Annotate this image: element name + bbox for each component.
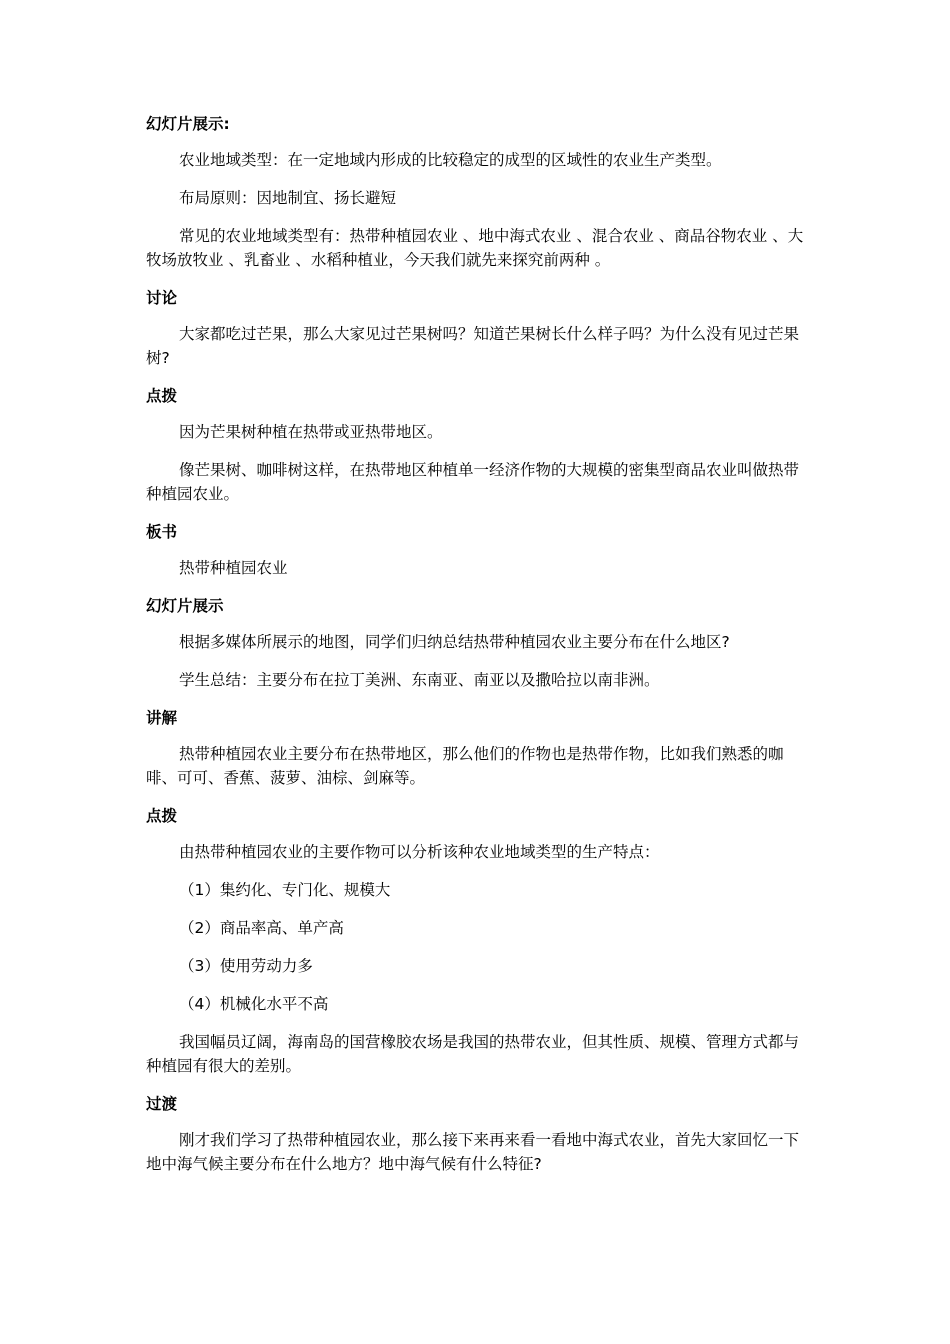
section-heading-guidance: 点拨 bbox=[146, 387, 178, 405]
list-item: （1）集约化、专门化、规模大 bbox=[179, 881, 391, 899]
paragraph-hainan: 我国幅员辽阔，海南岛的国营橡胶农场是我国的热带农业，但其性质、规模、管理方式都与种植园有很大的差别。 bbox=[146, 1033, 800, 1075]
paragraph-board-text: 热带种植园农业 bbox=[179, 559, 288, 577]
paragraph-map-question: 根据多媒体所展示的地图，同学们归纳总结热带种植园农业主要分布在什么地区? bbox=[179, 633, 730, 651]
paragraph-tropical-crops: 热带种植园农业主要分布在热带地区，那么他们的作物也是热带作物，比如我们熟悉的咖啡、可可、香蕉、菠萝、油棕、剑麻等。 bbox=[146, 745, 784, 787]
paragraph-layout-principle: 布局原则：因地制宜、扬长避短 bbox=[179, 189, 397, 207]
paragraph-common-types: 常见的农业地域类型有：热带种植园农业 、地中海式农业 、混合农业 、商品谷物农业 、大牧场放牧业 、乳畜业 、水稻种植业，今天我们就先来探究前两种 。 bbox=[146, 227, 804, 269]
section-heading-explanation: 讲解 bbox=[146, 709, 178, 727]
section-heading-board: 板书 bbox=[146, 523, 178, 541]
document-page bbox=[146, 112, 806, 1190]
list-item: （4）机械化水平不高 bbox=[179, 995, 329, 1013]
paragraph-features-intro: 由热带种植园农业的主要作物可以分析该种农业地域类型的生产特点： bbox=[179, 843, 660, 861]
section-heading-slides: 幻灯片展示: bbox=[146, 115, 230, 133]
list-item: （3）使用劳动力多 bbox=[179, 957, 313, 975]
section-heading-transition: 过渡 bbox=[146, 1095, 178, 1113]
list-item: （2）商品率高、单产高 bbox=[179, 919, 344, 937]
paragraph-definition: 农业地域类型：在一定地域内形成的比较稳定的成型的区域性的农业生产类型。 bbox=[179, 151, 722, 169]
paragraph-mango-question: 大家都吃过芒果，那么大家见过芒果树吗？知道芒果树长什么样子吗？为什么没有见过芒果树? bbox=[146, 325, 800, 367]
paragraph-mediterranean: 刚才我们学习了热带种植园农业，那么接下来再来看一看地中海式农业，首先大家回忆一下地中海气候主要分布在什么地方？地中海气候有什么特征? bbox=[146, 1131, 800, 1173]
paragraph-plantation-definition: 像芒果树、咖啡树这样，在热带地区种植单一经济作物的大规模的密集型商品农业叫做热带种植园农业。 bbox=[146, 461, 800, 503]
section-heading-slides-2: 幻灯片展示 bbox=[146, 597, 224, 615]
paragraph-mango-answer: 因为芒果树种植在热带或亚热带地区。 bbox=[179, 423, 443, 441]
section-heading-discussion: 讨论 bbox=[146, 289, 178, 307]
paragraph-student-summary: 学生总结：主要分布在拉丁美洲、东南亚、南亚以及撒哈拉以南非洲。 bbox=[179, 671, 660, 689]
section-heading-guidance-2: 点拨 bbox=[146, 807, 178, 825]
